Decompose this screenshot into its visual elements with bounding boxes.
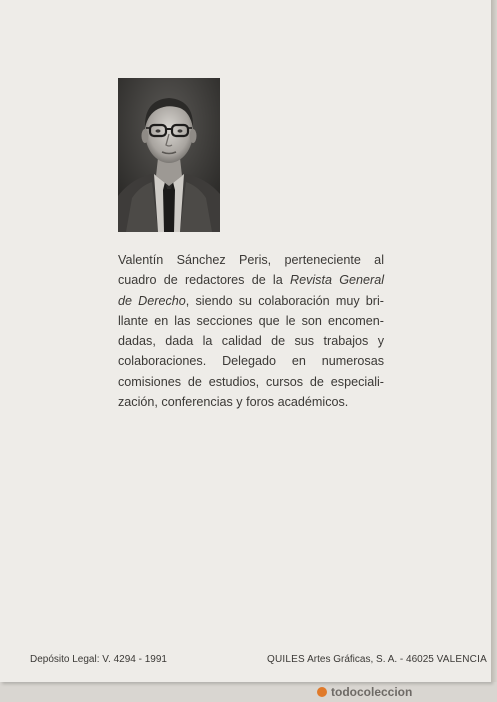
- printer-city: VALENCIA: [436, 654, 487, 665]
- page-edge: [491, 0, 497, 682]
- author-biography: [118, 250, 384, 412]
- bio-text: cuadro de redactores de la: [118, 273, 290, 288]
- bio-line: comisiones de estudios, cursos de especiali-: [118, 374, 384, 389]
- printer-details: Artes Gráficas, S. A. - 46025: [304, 654, 437, 665]
- author-portrait-photo: [118, 78, 220, 232]
- watermark-text: todocoleccion: [331, 685, 413, 699]
- printer-imprint: [267, 654, 487, 665]
- bio-text: , siendo su colaboración muy bri-: [185, 293, 384, 308]
- portrait-image: [118, 78, 220, 232]
- legal-deposit: Depósito Legal: V. 4294 - 1991: [30, 654, 167, 665]
- bio-line: [118, 291, 384, 311]
- bio-line: colaboraciones. Delegado en numerosas: [118, 354, 384, 369]
- bio-line: [118, 270, 384, 290]
- printer-name: QUILES: [267, 654, 305, 665]
- journal-title: de Derecho: [118, 293, 186, 308]
- bio-line: llante en las secciones que le son encomen-: [118, 313, 384, 328]
- bio-line: Valentín Sánchez Peris, perteneciente al: [118, 253, 384, 267]
- journal-title: Revista General: [289, 273, 384, 288]
- bio-line: dadas, dada la calidad de sus trabajos y: [118, 334, 384, 349]
- site-watermark: [317, 683, 412, 701]
- bio-line: zación, conferencias y foros académicos.: [118, 395, 349, 410]
- watermark-logo-icon: [317, 687, 327, 697]
